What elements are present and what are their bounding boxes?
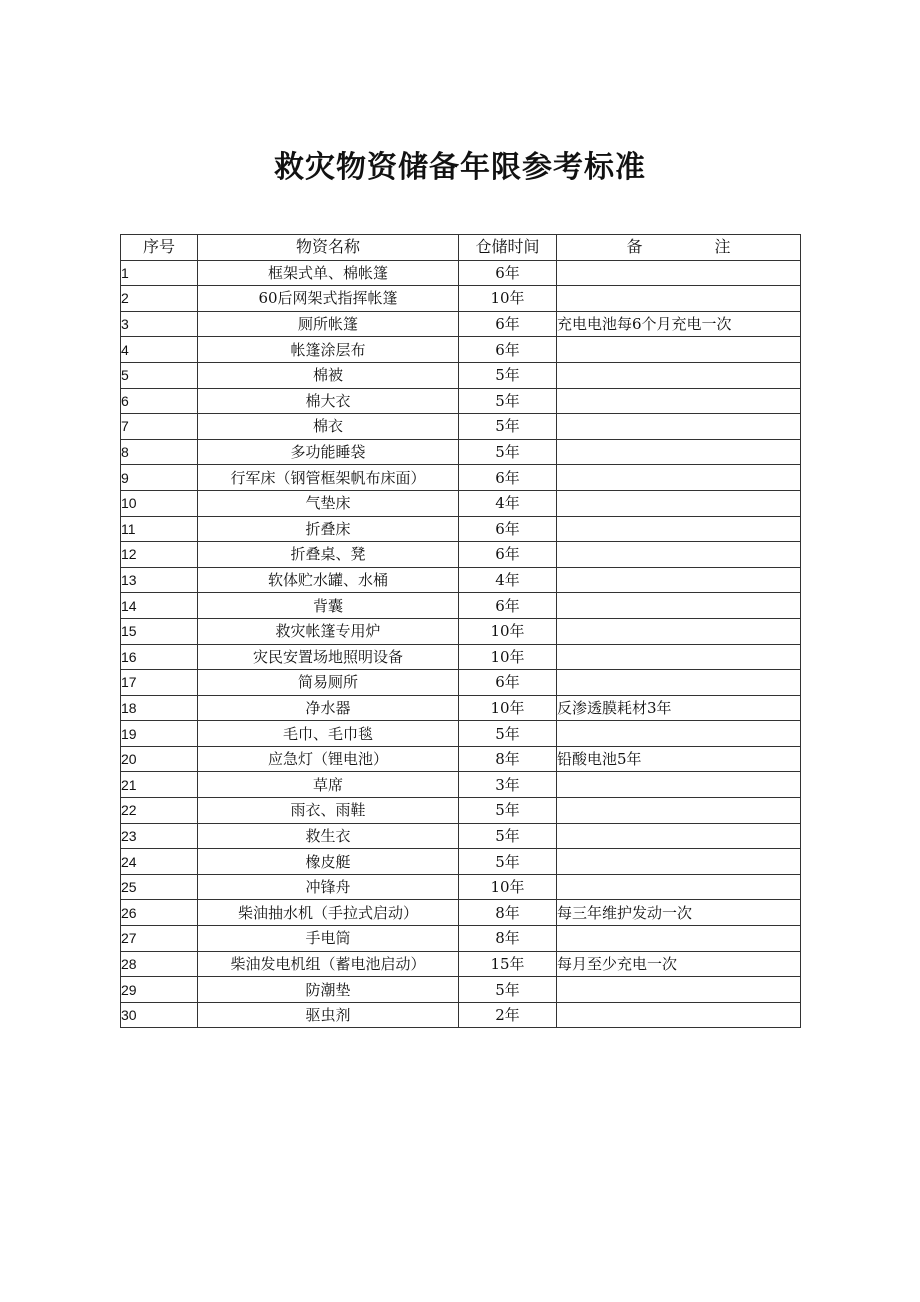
remark: [557, 1002, 801, 1028]
row-number: 23: [121, 823, 198, 849]
remark: [557, 798, 801, 824]
storage-years: 8年: [459, 900, 557, 926]
remark: [557, 849, 801, 875]
remark: [557, 644, 801, 670]
table-row: [121, 644, 801, 670]
table-row: [121, 388, 801, 414]
row-number: 16: [121, 644, 198, 670]
item-name: 防潮垫: [198, 977, 459, 1003]
item-name: 柴油抽水机（手拉式启动）: [198, 900, 459, 926]
table-row: [121, 1002, 801, 1028]
row-number: 1: [121, 260, 198, 286]
item-name: 应急灯（锂电池）: [198, 746, 459, 772]
row-number: 20: [121, 746, 198, 772]
storage-years: 15年: [459, 951, 557, 977]
header-note-b: 注: [714, 237, 731, 257]
row-number: 11: [121, 516, 198, 542]
table-row: [121, 874, 801, 900]
remark: [557, 260, 801, 286]
remark: [557, 490, 801, 516]
storage-years: 6年: [459, 337, 557, 363]
item-name: 棉衣: [198, 414, 459, 440]
row-number: 12: [121, 542, 198, 568]
item-name: 橡皮艇: [198, 849, 459, 875]
storage-years: 6年: [459, 670, 557, 696]
table-row: [121, 260, 801, 286]
table-row: [121, 490, 801, 516]
row-number: 7: [121, 414, 198, 440]
storage-years: 6年: [459, 465, 557, 491]
row-number: 18: [121, 695, 198, 721]
item-name: 气垫床: [198, 490, 459, 516]
item-name: 行军床（钢管框架帆布床面）: [198, 465, 459, 491]
storage-years: 5年: [459, 798, 557, 824]
remark: [557, 542, 801, 568]
item-name: 简易厕所: [198, 670, 459, 696]
row-number: 13: [121, 567, 198, 593]
table-row: [121, 516, 801, 542]
table-row: [121, 798, 801, 824]
remark: 每月至少充电一次: [557, 951, 801, 977]
item-name: 折叠床: [198, 516, 459, 542]
header-name: 物资名称: [198, 235, 459, 261]
table-row: [121, 286, 801, 312]
item-name: 棉大衣: [198, 388, 459, 414]
storage-years: 6年: [459, 516, 557, 542]
remark: [557, 874, 801, 900]
row-number: 15: [121, 618, 198, 644]
row-number: 17: [121, 670, 198, 696]
row-number: 25: [121, 874, 198, 900]
item-name: 灾民安置场地照明设备: [198, 644, 459, 670]
item-name: 净水器: [198, 695, 459, 721]
table-row: [121, 900, 801, 926]
item-name: 救生衣: [198, 823, 459, 849]
row-number: 14: [121, 593, 198, 619]
item-name: 软体贮水罐、水桶: [198, 567, 459, 593]
item-name: 驱虫剂: [198, 1002, 459, 1028]
row-number: 28: [121, 951, 198, 977]
table-row: [121, 823, 801, 849]
remark: [557, 567, 801, 593]
storage-years: 5年: [459, 977, 557, 1003]
row-number: 21: [121, 772, 198, 798]
remark: [557, 823, 801, 849]
row-number: 2: [121, 286, 198, 312]
remark: [557, 439, 801, 465]
storage-years: 10年: [459, 695, 557, 721]
header-years: 仓储时间: [459, 235, 557, 261]
remark: [557, 926, 801, 952]
storage-years: 6年: [459, 311, 557, 337]
document-title: 救灾物资储备年限参考标准: [274, 150, 646, 185]
storage-years: 6年: [459, 260, 557, 286]
remark: [557, 286, 801, 312]
table-row: [121, 746, 801, 772]
item-name: 雨衣、雨鞋: [198, 798, 459, 824]
remark: [557, 414, 801, 440]
remark: [557, 977, 801, 1003]
storage-years: 10年: [459, 618, 557, 644]
item-name: 毛巾、毛巾毯: [198, 721, 459, 747]
storage-years: 3年: [459, 772, 557, 798]
header-no: 序号: [121, 235, 198, 261]
item-name: 柴油发电机组（蓄电池启动）: [198, 951, 459, 977]
row-number: 19: [121, 721, 198, 747]
storage-years: 10年: [459, 874, 557, 900]
table-row: [121, 414, 801, 440]
item-name: 棉被: [198, 362, 459, 388]
storage-years: 6年: [459, 593, 557, 619]
storage-years: 5年: [459, 414, 557, 440]
storage-years: 5年: [459, 721, 557, 747]
remark: 铅酸电池5年: [557, 746, 801, 772]
storage-years: 8年: [459, 926, 557, 952]
table-row: [121, 977, 801, 1003]
remark: [557, 772, 801, 798]
remark: [557, 388, 801, 414]
remark: 充电电池每6个月充电一次: [557, 311, 801, 337]
table-row: [121, 951, 801, 977]
table-row: [121, 567, 801, 593]
remark: [557, 465, 801, 491]
row-number: 27: [121, 926, 198, 952]
storage-years: 5年: [459, 439, 557, 465]
table-row: [121, 337, 801, 363]
storage-years: 5年: [459, 388, 557, 414]
item-name: 折叠桌、凳: [198, 542, 459, 568]
item-name: 厕所帐篷: [198, 311, 459, 337]
item-name: 60后网架式指挥帐篷: [198, 286, 459, 312]
table-row: [121, 439, 801, 465]
table-row: [121, 542, 801, 568]
row-number: 8: [121, 439, 198, 465]
table-row: [121, 593, 801, 619]
row-number: 24: [121, 849, 198, 875]
table-row: [121, 926, 801, 952]
row-number: 9: [121, 465, 198, 491]
storage-years: 8年: [459, 746, 557, 772]
remark: 反渗透膜耗材3年: [557, 695, 801, 721]
storage-years: 4年: [459, 490, 557, 516]
table-row: [121, 311, 801, 337]
storage-years: 5年: [459, 362, 557, 388]
table-row: [121, 362, 801, 388]
item-name: 多功能睡袋: [198, 439, 459, 465]
row-number: 6: [121, 388, 198, 414]
remark: [557, 618, 801, 644]
table-row: [121, 465, 801, 491]
storage-years: 5年: [459, 823, 557, 849]
remark: 每三年维护发动一次: [557, 900, 801, 926]
remark: [557, 721, 801, 747]
item-name: 草席: [198, 772, 459, 798]
row-number: 22: [121, 798, 198, 824]
item-name: 帐篷涂层布: [198, 337, 459, 363]
row-number: 30: [121, 1002, 198, 1028]
remark: [557, 670, 801, 696]
item-name: 冲锋舟: [198, 874, 459, 900]
header-note-a: 备: [626, 237, 643, 257]
table-row: [121, 849, 801, 875]
row-number: 10: [121, 490, 198, 516]
storage-years: 5年: [459, 849, 557, 875]
storage-years: 10年: [459, 286, 557, 312]
row-number: 4: [121, 337, 198, 363]
storage-years: 2年: [459, 1002, 557, 1028]
storage-standard-table: [120, 234, 801, 1028]
row-number: 29: [121, 977, 198, 1003]
remark: [557, 362, 801, 388]
item-name: 背囊: [198, 593, 459, 619]
table-row: [121, 618, 801, 644]
remark: [557, 593, 801, 619]
row-number: 3: [121, 311, 198, 337]
table-row: [121, 721, 801, 747]
storage-years: 10年: [459, 644, 557, 670]
storage-years: 4年: [459, 567, 557, 593]
item-name: 框架式单、棉帐篷: [198, 260, 459, 286]
header-note: [557, 235, 801, 261]
table-row: [121, 695, 801, 721]
table-row: [121, 772, 801, 798]
row-number: 5: [121, 362, 198, 388]
storage-years: 6年: [459, 542, 557, 568]
item-name: 救灾帐篷专用炉: [198, 618, 459, 644]
remark: [557, 516, 801, 542]
table-row: [121, 670, 801, 696]
remark: [557, 337, 801, 363]
row-number: 26: [121, 900, 198, 926]
item-name: 手电筒: [198, 926, 459, 952]
table-header-row: [121, 235, 801, 261]
